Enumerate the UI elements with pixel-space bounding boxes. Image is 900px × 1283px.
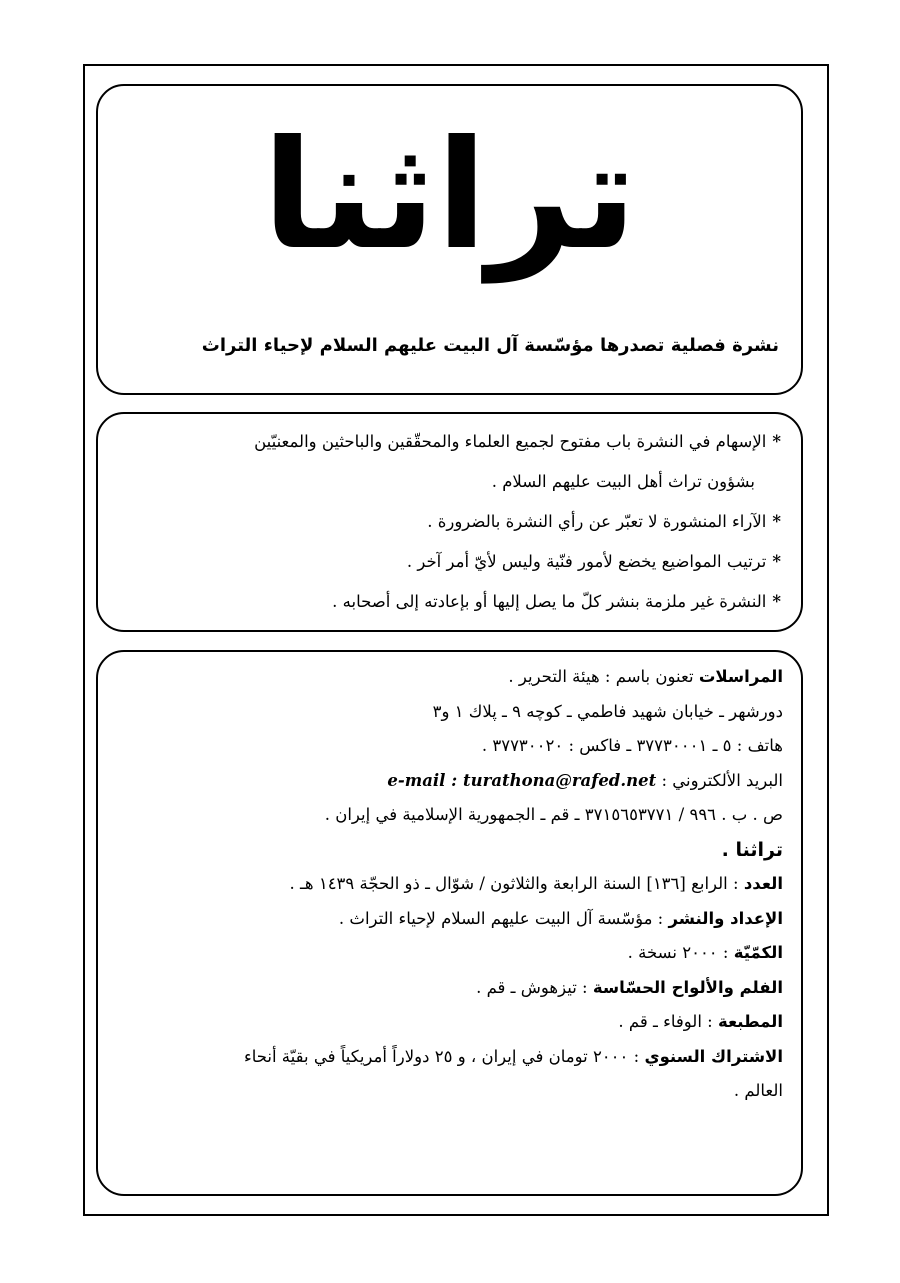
rule-item — [112, 422, 781, 462]
correspondence-text: تعنون باسم : هيئة التحرير . — [508, 667, 694, 686]
rule-text: الآراء المنشورة لا تعبّر عن رأي النشرة بالضرورة . — [427, 512, 767, 531]
subscription-text: : ٢٠٠٠ تومان في إيران ، و ٢٥ دولاراً أمريكياً في بقيّة أنحاء — [243, 1046, 640, 1066]
rule-item — [112, 502, 781, 542]
rule-text: الإسهام في النشرة باب مفتوح لجميع العلماء والمحقّقين والباحثين والمعنيّين — [254, 432, 767, 451]
film-line — [112, 971, 783, 1006]
press-line — [112, 1005, 783, 1040]
subscription-label: الاشتراك السنوي — [644, 1046, 783, 1066]
quantity-line — [112, 936, 783, 971]
issue-line — [112, 867, 783, 902]
rule-text: النشرة غير ملزمة بنشر كلّ ما يصل إليها أو بإعادته إلى أصحابه . — [332, 592, 767, 611]
film-label: الفلم والألواح الحسّاسة — [592, 977, 783, 997]
pobox-line: ص . ب . ٩٩٦ / ٣٧١٥٦٥٣٧٧١ ـ قم ـ الجمهورية الإسلامية في إيران . — [324, 805, 783, 824]
brand-line: تراثنا . — [721, 838, 783, 861]
issue-text: : الرابع [١٣٦] السنة الرابعة والثلاثون / شوّال ـ ذو الحجّة ١٤٣٩ هـ . — [289, 874, 739, 893]
subscription-line — [112, 1040, 783, 1075]
journal-logo: تراثنا — [262, 109, 637, 283]
correspondence-label: المراسلات — [698, 667, 783, 686]
bullet-star: * — [772, 552, 781, 571]
subscription-continuation: العالم . — [733, 1081, 783, 1100]
rule-item — [112, 582, 781, 622]
rule-text: ترتيب المواضيع يخضع لأمور فنّية وليس لأيّ أمر آخر . — [406, 552, 767, 571]
issue-label: العدد — [743, 874, 783, 893]
header-box — [96, 84, 803, 395]
email-line — [112, 764, 783, 799]
rule-item — [112, 542, 781, 582]
journal-subtitle: نشرة فصلية تصدرها مؤسّسة آل البيت عليهم السلام لإحياء التراث — [201, 335, 779, 356]
bullet-star: * — [772, 432, 781, 451]
correspondence-line — [112, 660, 783, 695]
bullet-star: * — [772, 592, 781, 611]
bullet-star: * — [772, 512, 781, 531]
rules-box — [96, 412, 803, 632]
press-label: المطبعة — [717, 1012, 783, 1031]
prep-text: : مؤسّسة آل البيت عليهم السلام لإحياء التراث . — [338, 908, 664, 928]
prep-line — [112, 902, 783, 937]
address-line: دورشهر ـ خيابان شهيد فاطمي ـ كوچه ٩ ـ پلاك ١ و٣ — [432, 701, 783, 721]
film-text: : تيزهوش ـ قم . — [476, 977, 588, 997]
email-address[interactable]: e-mail : turathona@rafed.net — [387, 770, 657, 790]
quantity-text: : ٢٠٠٠ نسخة . — [627, 943, 729, 962]
quantity-label: الكمّيّة — [733, 943, 783, 962]
info-box — [96, 650, 803, 1196]
rules-list — [112, 422, 781, 622]
email-label: البريد الألكتروني : — [661, 770, 783, 790]
publication-info — [112, 660, 783, 1109]
press-text: : الوفاء ـ قم . — [618, 1012, 713, 1031]
prep-label: الإعداد والنشر — [668, 908, 783, 928]
phone-line: هاتف : ٥ ـ ٣٧٧٣٠٠٠١ ـ فاكس : ٣٧٧٣٠٠٢٠ . — [481, 736, 783, 755]
rule-continuation: بشؤون تراث أهل البيت عليهم السلام . — [491, 472, 755, 491]
